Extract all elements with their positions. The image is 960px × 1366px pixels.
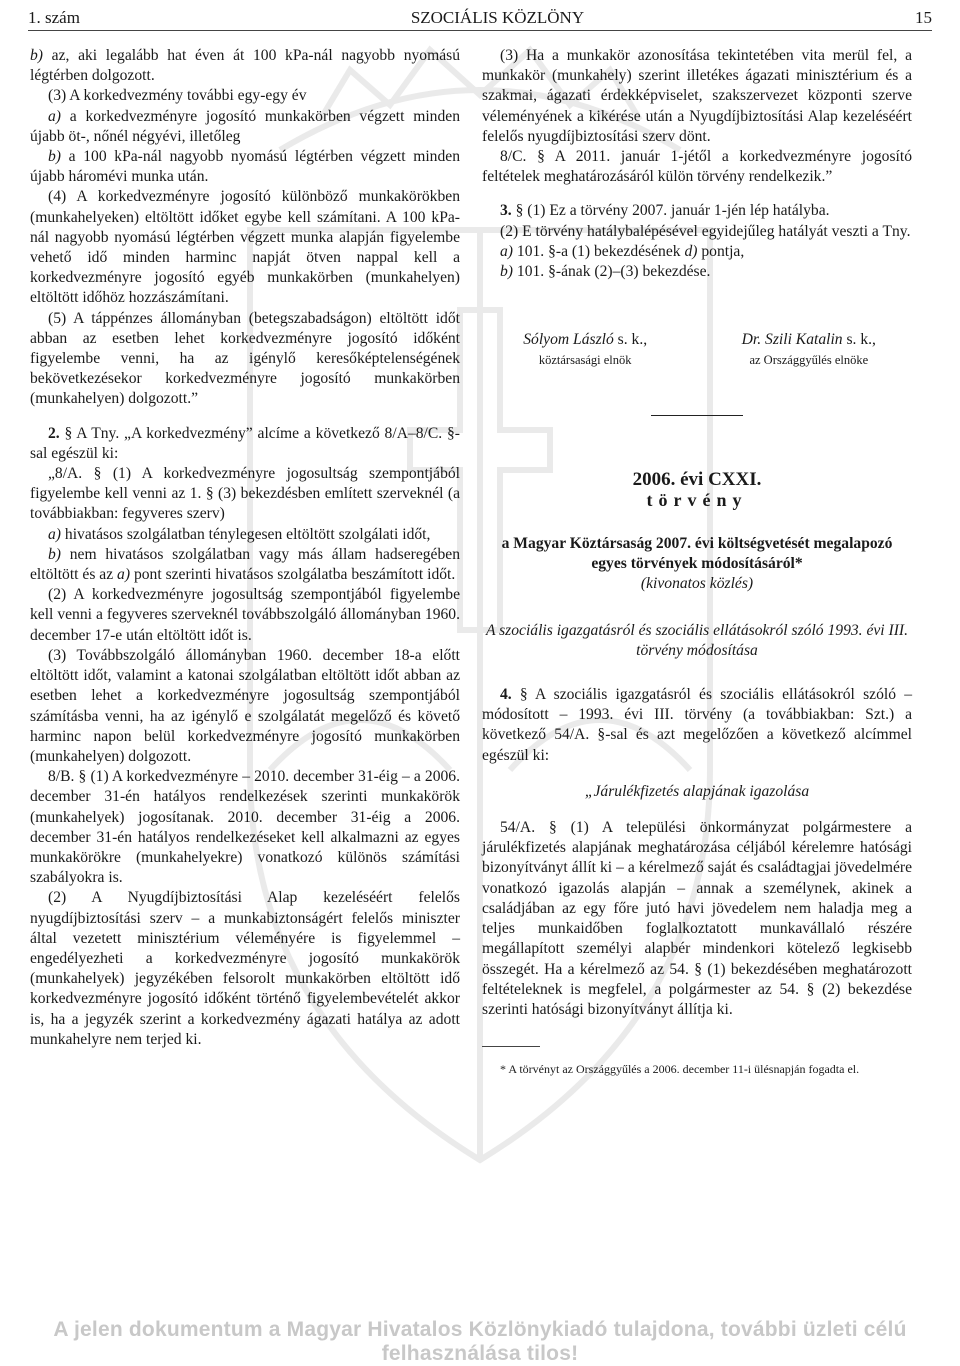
issue-number: 1. szám (28, 8, 80, 27)
paragraph: b) a 100 kPa-nál nagyobb nyomású légtérben végzett minden újabb háromévi munka után. (30, 148, 460, 186)
paragraph: (2) A korkedvezményre jogosultság szempontjából figyelembe kell venni a fegyveres szerveknél továbbszolgáló állományban 1960. december 17-e után eltöltött időt is. (30, 586, 460, 644)
paragraph: b) 101. §-ának (2)–(3) bekezdése. (500, 263, 711, 281)
section-2: 2. § A Tny. „A korkedvezmény” alcíme a következő 8/A–8/C. §-sal egészül ki: (30, 424, 460, 462)
paragraph: (3) Továbbszolgáló állományban 1960. december 18-a előtt eltöltött időt, valamint a katonai szolgálatban eltöltött időt abban az esetben lehet a korkedvezményre jogosultság szempontjából számításba venni, ha az igénylő e szolgálatát megelőző és követő harminc napon belül korkedvezményre jogosító munkakörben (munkahelyen) dolgozott. (30, 646, 460, 765)
paragraph: b) nem hivatásos szolgálatban vagy más állam hadseregében eltöltött és az a) pont szerinti hivatásos szolgálatba beszámított időt. (30, 545, 460, 584)
page-number: 15 (914, 8, 932, 27)
law-number: 2006. évi CXXI. (632, 468, 762, 490)
signature-speaker: Dr. Szili Katalin s. k., az Országgyűlés elnöke (741, 331, 876, 368)
paragraph: b) az, aki legalább hat éven át 100 kPa-nál nagyobb nyomású légtérben dolgozott. (30, 47, 460, 85)
page-header (28, 4, 932, 31)
paragraph: 54/A. § (1) A települési önkormányzat polgármestere a járulékfizetés alapjának meghatározása céljából kérelemre hatósági bizonyítványt állít ki – a kérelmező saját és családtagjai jövedelmére vonatkozó igazolás alapján – annak a személynek, akinek a családjában az egy főre jutó havi jövedelem nem haladja meg a teljes munkaidőben foglalkoztatott munkavállaló részére megállapított személyi alapbér mindenkori kötelező legkisebb összegét. Ha a kérelmező az 54. § (1) bekezdésében meghatározott feltételeknek is megfelel, a polgármester az 54. § (2) bekezdése szerinti hatósági bizonyítványt állítja ki. (482, 819, 912, 1018)
signature-president: Sólyom László s. k., köztársasági elnök (523, 331, 648, 368)
footnote-rule (482, 1046, 540, 1047)
subheading: „Járulékfizetés alapjának igazolása (584, 782, 810, 800)
paragraph: a) 101. §-a (1) bekezdésének d) pontja, (500, 242, 745, 260)
section-4: 4. § A szociális igazgatásról és szociális ellátásokról szóló – módosított – 1993. évi III. törvény (a továbbiakban: Szt.) a következő 54/A. §-sal és azt megelőzően a következő alcímmel egészül ki: (482, 686, 912, 764)
right-column (482, 46, 912, 1077)
subtitle: A szociális igazgatásról és szociális ellátásokról szóló 1993. évi III. törvény módosítása (485, 621, 909, 659)
paragraph: a) hivatásos szolgálatban ténylegesen eltöltött szolgálati időt, (48, 525, 431, 543)
paragraph: 8/C. § A 2011. január 1-jétől a korkedvezményre jogosító feltételek meghatározásáról külön törvény rendelkezik.” (482, 148, 912, 186)
paragraph: (4) A korkedvezményre jogosító különböző munkakörökben (munkahelyeken) eltöltött időket egybe kell számítani. A 100 kPa-nál nagyobb nyomású légtérben végzett munka alapján figyelembe vehető idő minden harminc napját ötven nappal kell a korkedvezményre jogosító egyéb munkakörben (munkahelyen) eltöltött időhöz hozzászámítani. (30, 188, 460, 307)
section-3: 3. § (1) Ez a törvény 2007. január 1-jén lép hatályba. (500, 202, 830, 220)
paragraph: a) a korkedvezményre jogosító munkakörben végzett minden újabb öt-, nőnél négyévi, illetőleg (30, 107, 460, 145)
paragraph: (2) E törvény hatálybalépésével egyidejűleg hatályát veszti a Tny. (500, 222, 911, 240)
left-column (30, 46, 460, 1050)
separator-rule (651, 415, 743, 416)
copyright-notice: A jelen dokumentum a Magyar Hivatalos Közlönykiadó tulajdona, további üzleti célú felhasználása tilos! (53, 1318, 907, 1365)
paragraph: 8/B. § (1) A korkedvezményre – 2010. december 31-éig – a 2006. december 31-én hatályos rendelkezések szerinti munkakörök (munkahelyek) jogosítanak. 2010. december 31-éig a 2006. december 31-én hatályos rendelkezéseket kell alkalmazni az egyes munkakörökre (munkahelyekre) vonatkozó különös számítási szabályokra is. (30, 768, 460, 887)
paragraph: „8/A. § (1) A korkedvezményre jogosultság szempontjából figyelembe kell venni az 1. § (3) bekezdésben említett szerveknél (a továbbiakban: fegyveres szerv) (30, 465, 460, 523)
law-word: törvény (646, 489, 748, 510)
signatures (482, 330, 912, 370)
footnote: * A törvényt az Országgyűlés a 2006. december 11-i ülésnapján fogadta el. (500, 1062, 860, 1077)
paragraph: (5) A táppénzes állományban (betegszabadságon) eltöltött időt abban az esetben lehet korkedvezményre jogosító időként figyelembe venni, ha az igénylő keresőképtelenségének bekövetkezésekor korkedvezményre jogosító munkakörben (munkahelyen) dolgozott.” (30, 309, 460, 408)
paragraph: (3) A korkedvezmény további egy-egy év (48, 87, 307, 105)
law-note: (kivonatos közlés) (640, 575, 754, 593)
journal-title: SZOCIÁLIS KÖZLÖNY (410, 8, 585, 27)
paragraph: (3) Ha a munkakör azonosítása tekintetében vita merül fel, a munkakör (munkahely) szerint illetékes ágazati minisztérium és a szakmai, ágazati érdekképviselet, szakszervezet központi szerve véleményének a kikérése után a Nyugdíjbiztosítási Alap kezeléséért felelős nyugdíjbiztosítási szerv dönt. (482, 47, 912, 145)
law-title: a Magyar Köztársaság 2007. évi költségvetését megalapozó egyes törvények módosításáról* (501, 535, 893, 573)
paragraph: (2) A Nyugdíjbiztosítási Alap kezeléséért felelős nyugdíjbiztosítási szerv – a munkabiztonságért felelős miniszter által vezetett minisztérium véleményére is figyelemmel – engedélyezheti a korkedvezményre jogosító munkakörök (munkahelyek) jegyzékében felsorolt munkakörben eltöltött idő korkedvezményre jogosító időként történő figyelembevételét akkor is, ha a jegyzék szerint a korkedvezmény ágazati hatálya az adott munkahelyre nem terjed ki. (30, 889, 460, 1048)
